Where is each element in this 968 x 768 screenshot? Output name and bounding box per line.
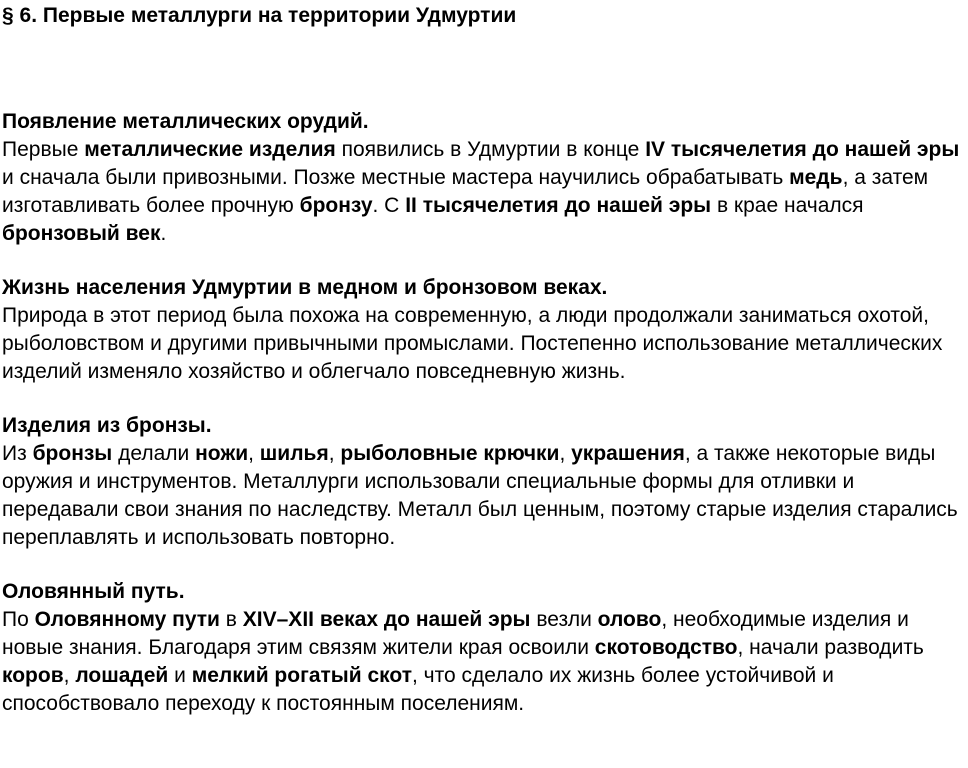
- section-bronze-items: [2, 412, 968, 552]
- bold-term: IV тысячелетия до нашей эры: [645, 138, 960, 161]
- section-metal-tools: [2, 108, 968, 248]
- bold-term: скотоводство: [594, 636, 738, 659]
- bold-term: бронзы: [32, 442, 113, 465]
- text-run: делали: [112, 442, 196, 465]
- bold-term: коров: [2, 664, 64, 687]
- bold-term: ножи: [195, 442, 249, 465]
- bold-term: II тысячелетия до нашей эры: [405, 194, 712, 217]
- text-run: везли: [530, 608, 598, 631]
- section-body: [2, 136, 966, 248]
- bold-term: металлические изделия: [84, 138, 336, 161]
- text-run: в: [219, 608, 243, 631]
- text-run: , начали разводить: [737, 636, 924, 659]
- section-heading: Жизнь населения Удмуртии в медном и бронзовом веках.: [2, 276, 608, 299]
- text-run: ,: [248, 442, 260, 465]
- text-run: . С: [372, 194, 406, 217]
- text-run: и сначала были привозными. Позже местные мастера научились обрабатывать: [2, 166, 790, 189]
- text-run: , необходимые изделия и новые знания. Благодаря этим связям жители края освоили: [2, 608, 909, 659]
- text-run: , а затем изготавливать более прочную: [2, 166, 929, 217]
- bold-term: Оловянному пути: [34, 608, 220, 631]
- bold-term: мелкий рогатый скот: [191, 664, 412, 687]
- section-heading: Изделия из бронзы.: [2, 414, 212, 437]
- text-run: Из: [2, 442, 33, 465]
- text-run: Природа в этот период была похожа на современную, а люди продолжали заниматься охотой, рыболовством и другими привычными промыслами. Постепенно использование металлических изделий изменяло хозяйство и облегчало повседневную жизнь.: [2, 304, 943, 383]
- text-run: появились в Удмуртии в конце: [335, 138, 646, 161]
- bold-term: XIV–XII веках до нашей эры: [242, 608, 531, 631]
- section-heading: Появление металлических орудий.: [2, 110, 369, 133]
- section-heading: Оловянный путь.: [2, 580, 185, 603]
- text-run: .: [160, 222, 167, 245]
- bold-term: бронзовый век: [2, 222, 161, 245]
- bold-term: олово: [597, 608, 662, 631]
- text-run: и: [168, 664, 192, 687]
- bold-term: бронзу: [299, 194, 373, 217]
- bold-term: украшения: [571, 442, 685, 465]
- section-tin-route: [2, 578, 968, 718]
- bold-term: шилья: [259, 442, 329, 465]
- section-body: [2, 606, 966, 718]
- document-title: § 6. Первые металлурги на территории Удмуртии: [2, 4, 517, 27]
- bold-term: медь: [789, 166, 843, 189]
- bold-term: лошадей: [75, 664, 169, 687]
- section-body: [2, 302, 966, 386]
- text-run: в крае начался: [711, 194, 864, 217]
- text-run: ,: [559, 442, 572, 465]
- text-run: , что сделало их жизнь более устойчивой и способствовало переходу к постоянным поселениям.: [2, 664, 834, 715]
- text-run: Первые: [2, 138, 85, 161]
- text-run: По: [2, 608, 35, 631]
- section-body: [2, 440, 966, 552]
- text-run: ,: [63, 664, 76, 687]
- section-copper-bronze-life: [2, 274, 968, 386]
- text-run: ,: [328, 442, 341, 465]
- bold-term: рыболовные крючки: [340, 442, 560, 465]
- text-run: , а также некоторые виды оружия и инструментов. Металлурги использовали специальные формы для отливки и передавали свои знания по наследству. Металл был ценным, поэтому старые изделия старались переплавлять и использовать повторно.: [2, 442, 958, 549]
